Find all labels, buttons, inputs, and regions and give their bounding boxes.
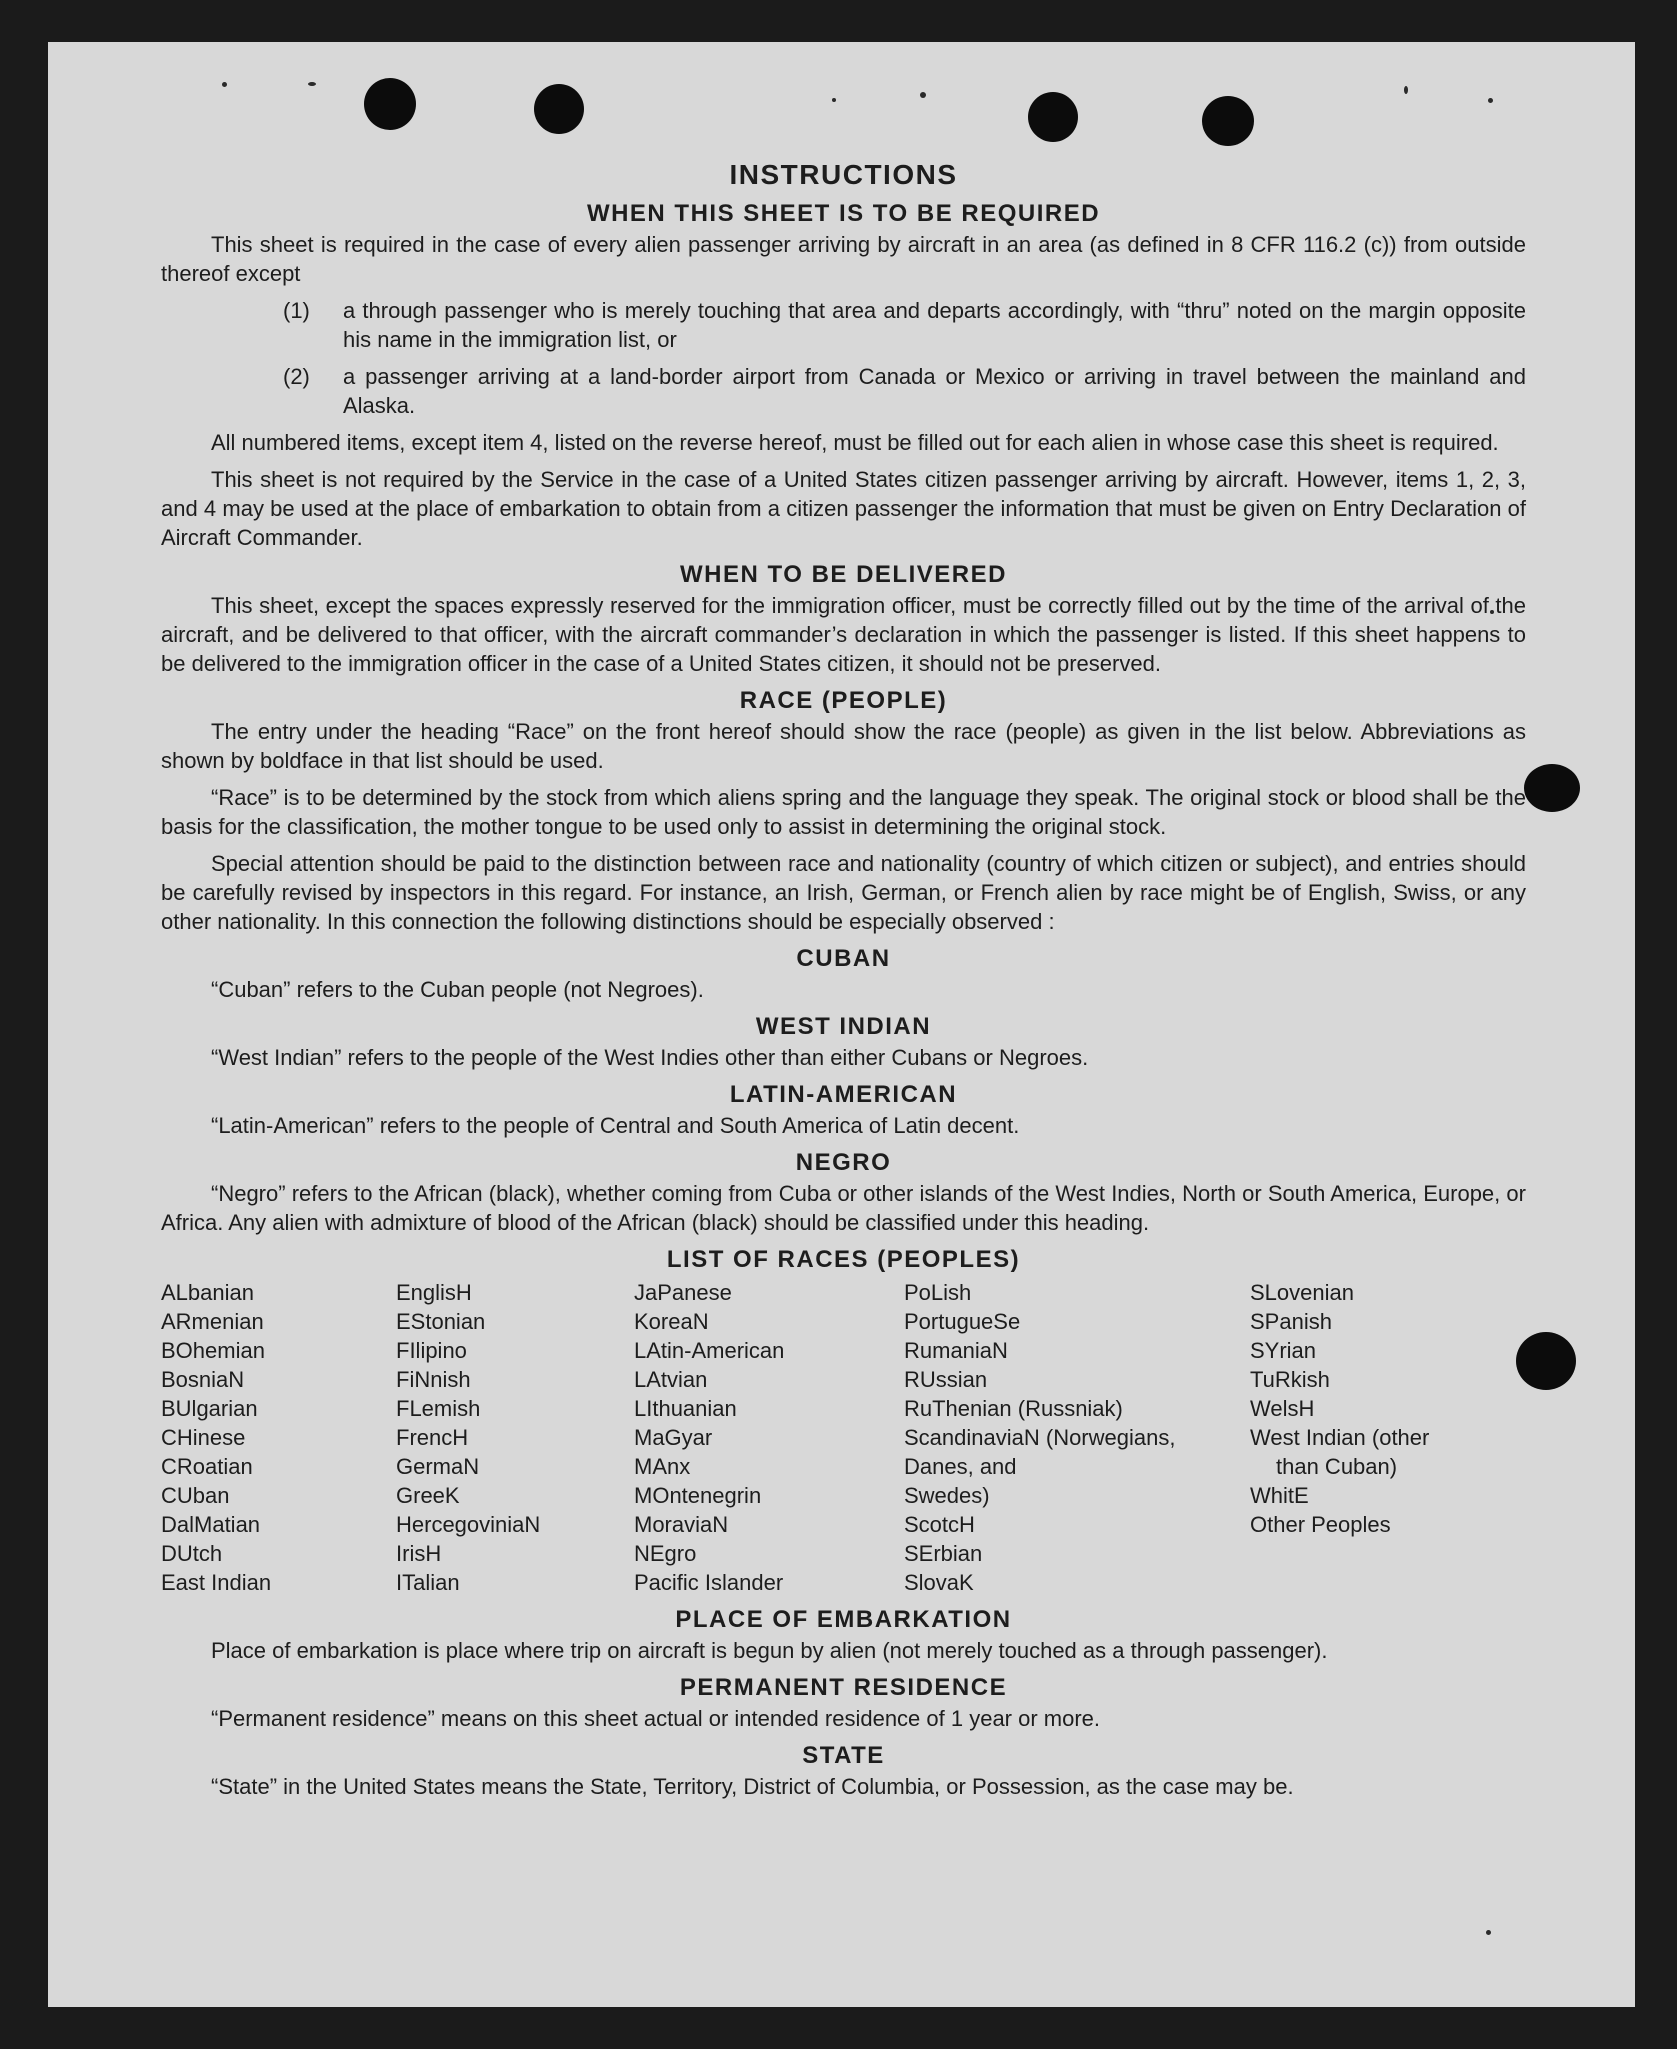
- race-entry: EnglisH: [396, 1280, 472, 1305]
- list-item-text: a through passenger who is merely touching that area and departs accordingly, with “thru” noted on the margin opposite his name in the immigration list, or: [343, 298, 1526, 352]
- races-column: [396, 1278, 634, 1597]
- race-entry: GermaN: [396, 1454, 480, 1479]
- races-column: [904, 1278, 1250, 1597]
- section-heading: LIST OF RACES (PEOPLES): [666, 1246, 1021, 1273]
- speck: [222, 82, 227, 87]
- race-entry: East Indian: [161, 1570, 272, 1595]
- races-column: [161, 1278, 396, 1597]
- race-entry: FrencH: [396, 1425, 469, 1450]
- section-heading: CUBAN: [796, 945, 891, 972]
- paragraph: “State” in the United States means the State, Territory, District of Columbia, or Possession, as the case may be.: [211, 1774, 1294, 1799]
- race-entry: ScotcH: [904, 1512, 975, 1537]
- race-entry: West Indian (other: [1250, 1425, 1430, 1450]
- race-entry: CUban: [161, 1483, 230, 1508]
- race-entry: MaGyar: [634, 1425, 713, 1450]
- race-entry: RUssian: [904, 1367, 988, 1392]
- speck: [920, 92, 926, 98]
- paragraph: All numbered items, except item 4, listed on the reverse hereof, must be filled out for each alien in whose case this sheet is required.: [211, 430, 1499, 455]
- paragraph: Special attention should be paid to the distinction between race and nationality (country of which citizen or subject), and entries should be carefully revised by inspectors in this regard. For instance, an Irish, German, or French alien by race might be of English, Swiss, or any other nationality. In this connection the following distinctions should be especially observed :: [161, 851, 1526, 934]
- race-entry: GreeK: [396, 1483, 460, 1508]
- speck: [1404, 86, 1408, 94]
- race-entry: MoraviaN: [634, 1512, 729, 1537]
- paragraph: This sheet is not required by the Service in the case of a United States citizen passenger arriving by aircraft. However, items 1, 2, 3, and 4 may be used at the place of embarkation to obtain from a citizen passenger the information that must be given on Entry Declaration of Aircraft Commander.: [161, 467, 1526, 550]
- list-item: [161, 296, 1526, 354]
- race-entry: PoLish: [904, 1280, 972, 1305]
- race-entry: KoreaN: [634, 1309, 709, 1334]
- race-entry: RuThenian (Russniak): [904, 1396, 1123, 1421]
- ink-blot: [1524, 764, 1580, 812]
- race-entry: WelsH: [1250, 1396, 1315, 1421]
- race-entry: LIthuanian: [634, 1396, 737, 1421]
- race-entry: LAtin-American: [634, 1338, 785, 1363]
- race-entry: EStonian: [396, 1309, 486, 1334]
- paragraph: Place of embarkation is place where trip on aircraft is begun by alien (not merely touched as a through passenger).: [211, 1638, 1328, 1663]
- speck: [1488, 98, 1493, 103]
- race-entry: Swedes): [904, 1483, 990, 1508]
- race-entry: ALbanian: [161, 1280, 254, 1305]
- list-item: [161, 362, 1526, 420]
- race-entry: FLemish: [396, 1396, 481, 1421]
- punch-hole: [364, 78, 416, 130]
- race-entry: BosniaN: [161, 1367, 245, 1392]
- race-entry: DalMatian: [161, 1512, 261, 1537]
- instructions-body: [161, 160, 1526, 1801]
- document-page: [48, 42, 1635, 2007]
- race-entry: FiNnish: [396, 1367, 471, 1392]
- race-entry: WhitE: [1250, 1483, 1309, 1508]
- race-entry: Danes, and: [904, 1454, 1017, 1479]
- section-heading: RACE (PEOPLE): [739, 687, 948, 714]
- race-entry: FIlipino: [396, 1338, 467, 1363]
- speck: [832, 98, 836, 102]
- list-item-number: (2): [283, 364, 310, 389]
- race-entry: NEgro: [634, 1541, 697, 1566]
- race-entry: LAtvian: [634, 1367, 708, 1392]
- paragraph: “Latin-American” refers to the people of Central and South America of Latin decent.: [211, 1113, 1020, 1138]
- section-heading: LATIN-AMERICAN: [729, 1081, 958, 1108]
- paragraph: “Cuban” refers to the Cuban people (not Negroes).: [211, 977, 704, 1002]
- race-entry: MAnx: [634, 1454, 691, 1479]
- races-list: [161, 1278, 1526, 1597]
- paragraph: “Race” is to be determined by the stock from which aliens spring and the language they speak. The original stock or blood shall be the basis for the classification, the mother tongue to be used only to assist in determining the original stock.: [161, 785, 1526, 839]
- race-entry: ITalian: [396, 1570, 460, 1595]
- race-entry: SErbian: [904, 1541, 983, 1566]
- section-heading: STATE: [802, 1742, 885, 1769]
- paragraph: “Negro” refers to the African (black), whether coming from Cuba or other islands of the West Indies, North or South America, Europe, or Africa. Any alien with admixture of blood of the African (black) should be classified under this heading.: [161, 1181, 1526, 1235]
- race-entry: RumaniaN: [904, 1338, 1008, 1363]
- race-entry: than Cuban): [1276, 1454, 1398, 1479]
- race-entry: Other Peoples: [1250, 1512, 1391, 1537]
- race-entry: HercegovinіaN: [396, 1512, 541, 1537]
- list-item-number: (1): [283, 298, 310, 323]
- punch-hole: [1202, 96, 1254, 146]
- paragraph: The entry under the heading “Race” on the front hereof should show the race (people) as given in the list below. Abbreviations as shown by boldface in that list should be used.: [161, 719, 1526, 773]
- race-entry: IrisH: [396, 1541, 442, 1566]
- race-entry: JaPanese: [634, 1280, 732, 1305]
- section-heading: PLACE OF EMBARKATION: [675, 1606, 1012, 1633]
- punch-hole: [534, 84, 584, 134]
- race-entry: MOntenegrin: [634, 1483, 762, 1508]
- race-entry: BUlgarian: [161, 1396, 258, 1421]
- speck: [1486, 1930, 1491, 1935]
- race-entry: CHinese: [161, 1425, 246, 1450]
- race-entry: ScandinaviaN (Norwegians,: [904, 1425, 1176, 1450]
- paragraph: “West Indian” refers to the people of the West Indies other than either Cubans or Negroes.: [211, 1045, 1089, 1070]
- section-heading: PERMANENT RESIDENCE: [679, 1674, 1008, 1701]
- punch-hole: [1028, 92, 1078, 142]
- race-entry: DUtch: [161, 1541, 223, 1566]
- speck: [308, 82, 316, 86]
- section-heading: NEGRO: [795, 1149, 892, 1176]
- race-entry: Pacific Islander: [634, 1570, 784, 1595]
- races-column: [634, 1278, 904, 1597]
- list-item-text: a passenger arriving at a land-border airport from Canada or Mexico or arriving in travel between the mainland and Alaska.: [343, 364, 1526, 418]
- paragraph: This sheet, except the spaces expressly reserved for the immigration officer, must be correctly filled out by the time of the arrival of the aircraft, and be delivered to that officer, with the aircraft commander’s declaration in which the passenger is listed. If this sheet happens to be delivered to the immigration officer in the case of a United States citizen, it should not be preserved.: [161, 593, 1526, 676]
- race-entry: ARmenian: [161, 1309, 264, 1334]
- race-entry: BOhemian: [161, 1338, 265, 1363]
- race-entry: SlovaK: [904, 1570, 974, 1595]
- section-heading: WHEN TO BE DELIVERED: [680, 561, 1007, 588]
- race-entry: SPanish: [1250, 1309, 1332, 1334]
- race-entry: CRoatian: [161, 1454, 253, 1479]
- race-entry: TuRkish: [1250, 1367, 1330, 1392]
- section-heading: WHEN THIS SHEET IS TO BE REQUIRED: [586, 200, 1101, 227]
- race-entry: SYrian: [1250, 1338, 1317, 1363]
- race-entry: SLovenian: [1250, 1280, 1354, 1305]
- section-heading: WEST INDIAN: [755, 1013, 932, 1040]
- page-title: INSTRUCTIONS: [729, 159, 958, 190]
- races-column: [1250, 1278, 1510, 1597]
- paragraph: This sheet is required in the case of every alien passenger arriving by aircraft in an area (as defined in 8 CFR 116.2 (c)) from outside thereof except: [161, 232, 1526, 286]
- race-entry: PortugueSe: [904, 1309, 1021, 1334]
- paragraph: “Permanent residence” means on this sheet actual or intended residence of 1 year or more.: [211, 1706, 1101, 1731]
